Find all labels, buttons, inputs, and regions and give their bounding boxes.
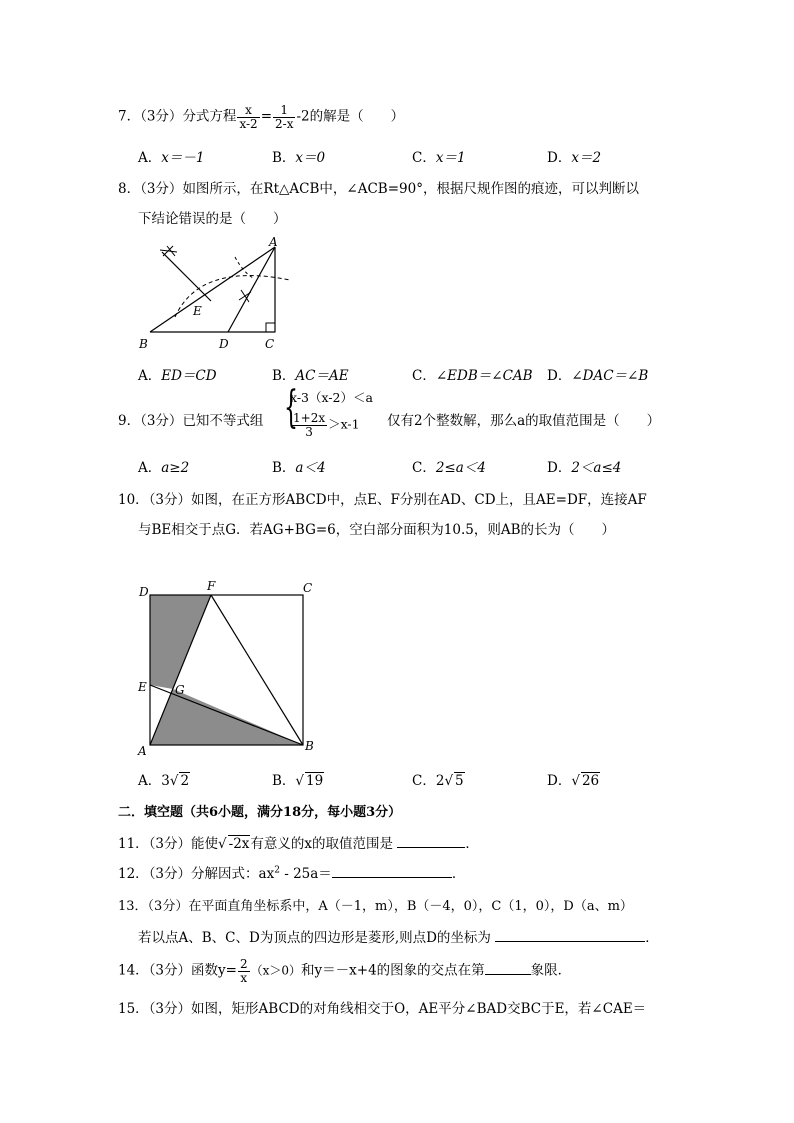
q11-text: 有意义的x的取值范围是 [250,836,394,852]
label-a: A [138,744,147,758]
q9-option-d[interactable] [547,456,621,476]
option-label: D． [547,368,572,384]
option-label: A． [138,773,162,789]
question-points: （3分） [147,899,189,914]
q14-stem [118,958,571,984]
q9-option-b[interactable] [272,456,326,476]
radicand: -2x [228,836,250,852]
fraction [273,104,295,130]
question-number: 15． [118,1001,149,1017]
option-value: a＜4 [295,460,326,476]
fraction [238,958,250,984]
q13-text: 在平面直角坐标系中，A（－1，m），B（－4，0），C（1，0），D（a、m） [188,899,633,914]
equals: = [260,108,272,125]
fraction [237,104,259,130]
q13-stem-line2 [138,926,659,946]
label-f: F [207,579,216,593]
radicand: 2 [180,773,190,789]
q8-figure [135,232,295,352]
question-points: （3分） [148,492,192,508]
condition: （x＞0） [250,963,302,978]
question-number: 8． [118,181,141,197]
question-number: 10． [118,492,149,508]
q10-option-c[interactable]: C．2√ 5 [412,773,464,789]
period: ． [645,930,659,946]
numerator: 2 [239,957,248,971]
option-label: B． [272,460,296,476]
period: ． [451,866,466,882]
y-equals: y= [218,962,237,979]
option-label: C． [412,150,436,166]
answer-blank[interactable] [485,974,531,975]
right-angle-mark [266,323,275,332]
option-value: x＝2 [571,150,602,166]
option-label: C． [412,460,436,476]
q9-inequality-1: x-3（x-2）＜a [290,390,373,405]
label-a: A [269,235,278,249]
answer-blank[interactable] [332,877,452,878]
option-value: ∠DAC＝∠B [571,368,649,384]
segment-ad [228,247,275,332]
segment-de [162,252,211,301]
option-label: C． [412,773,436,789]
q9-stem-suffix: 仅有2个整数解，那么a的取值范围是（ ） [387,413,661,429]
q8-option-c[interactable] [412,364,533,384]
option-label: A． [138,460,162,476]
option-value: ED＝CD [161,368,217,384]
fraction [291,412,327,438]
question-number: 9． [118,413,141,429]
q11-text: 能使 [191,836,219,852]
q8-stem-line2: 下结论错误的是（ ） [138,211,287,227]
q8-option-d[interactable] [547,364,648,384]
label-e: E [193,304,202,318]
q15-stem-line1 [118,997,646,1017]
q12-text: 分解因式：ax [191,866,275,882]
option-label: A． [138,150,162,166]
q12-stem [118,862,465,882]
option-value: AC＝AE [295,368,349,384]
option-coef: 2 [435,773,445,789]
label-d: D [139,585,149,599]
option-value: x＝0 [295,150,326,166]
q7-option-c[interactable] [412,146,466,166]
option-label: B． [272,368,296,384]
period: ． [465,836,479,852]
option-value: x＝－1 [161,150,205,166]
question-number: 11． [118,836,149,852]
q10-text: 如图，在正方形ABCD中，点E、F分别在AD、CD上，且AE=DF，连接AF [191,492,647,508]
q10-option-d[interactable]: D．√ 26 [547,773,600,789]
q7-option-b[interactable] [272,146,325,166]
denominator: x [240,970,248,985]
q7-stem [118,104,404,130]
numerator: 1+2x [293,411,326,425]
q9-text: 已知不等式组 [182,413,264,429]
answer-blank[interactable] [495,941,645,942]
option-label: B． [272,773,296,789]
q8-text: 如图所示，在Rt△ACB中，∠ACB=90°，根据尺规作图的痕迹，可以判断以 [182,181,639,197]
question-points: （3分） [148,962,192,979]
question-points: （3分） [148,866,192,882]
question-points: （3分） [148,1001,192,1017]
exponent: 2 [274,865,280,876]
denominator: 2-x [275,116,294,131]
q14-text: 和y＝－x+4的图象的交点在第 [301,962,485,979]
numerator: 1 [273,104,295,118]
label-g: G [175,683,185,697]
q12-text: - 25a＝ [279,866,332,882]
q10-stem-line2: 与BE相交于点G．若AG+BG=6，空白部分面积为10.5，则AB的长为（ ） [138,522,615,538]
q10-figure [133,578,323,758]
label-c: C [265,337,275,351]
q10-option-b[interactable]: B．√ 19 [272,773,324,789]
q14-text: 象限． [530,962,572,979]
q13-text: 若以点A、B、C、D为顶点的四边形是菱形,则点D的坐标为 [138,930,491,946]
question-number: 12． [118,866,149,882]
denominator: x-2 [239,116,258,131]
segment-ab [150,247,275,332]
option-label: C． [412,368,436,384]
section-title: 二．填空题（共6小题，满分18分，每小题3分） [118,805,402,820]
label-e: E [138,680,147,694]
option-label: D． [547,460,572,476]
option-label: A． [138,368,162,384]
question-number: 14． [118,962,149,979]
q7-text: 分式方程 [182,108,237,125]
question-points: （3分） [140,181,183,197]
option-label: B． [272,150,296,166]
radicand: 19 [306,773,324,789]
q9-option-a[interactable] [138,456,189,476]
q14-text: 函数 [191,962,219,979]
q7-text: -2的解是（ ） [296,108,405,125]
option-coef: 3 [161,773,170,789]
question-points: （3分） [140,413,183,429]
question-number: 13． [118,899,148,914]
numerator: x [237,104,259,118]
label-b: B [305,739,314,753]
question-number: 7． [118,108,141,125]
compass-mark [160,246,177,256]
option-value: a≥2 [161,460,190,476]
label-c: C [303,581,313,595]
label-b: B [139,337,148,351]
q13-stem-line1 [118,895,633,914]
q7-option-a[interactable] [138,146,204,166]
radicand: 5 [455,773,464,789]
q15-text: 如图，矩形ABCD的对角线相交于O，AE平分∠BAD交BC于E，若∠CAE＝ [191,1001,647,1017]
label-d: D [219,337,229,351]
option-value: 2＜a≤4 [571,460,622,476]
q9-stem-prefix [118,409,263,429]
inequality-rest: ＞x-1 [328,416,360,432]
q9-inequality-2 [290,412,360,438]
question-points: （3分） [148,836,192,852]
q8-stem-line1 [118,177,639,197]
option-value: 2≤a＜4 [435,460,486,476]
radicand: 26 [581,773,600,789]
option-label: D． [547,150,572,166]
option-value: ∠EDB＝∠CAB [435,368,533,384]
option-value: x＝1 [435,150,466,166]
brace: { [284,382,298,433]
option-label: D． [547,773,572,789]
q10-stem-line1 [118,488,647,508]
question-points: （3分） [140,108,183,125]
q7-option-d[interactable] [547,146,601,166]
answer-blank[interactable] [397,847,465,848]
denominator: 3 [305,424,313,439]
q9-option-c[interactable] [412,456,486,476]
shaded-region-top [150,595,211,689]
q11-stem: 11．（3分）能使√ -2x有意义的x的取值范围是 ． [118,836,479,852]
q8-option-b[interactable] [272,364,349,384]
q10-option-a[interactable]: A．3√ 2 [138,773,190,789]
q8-option-a[interactable] [138,364,217,384]
